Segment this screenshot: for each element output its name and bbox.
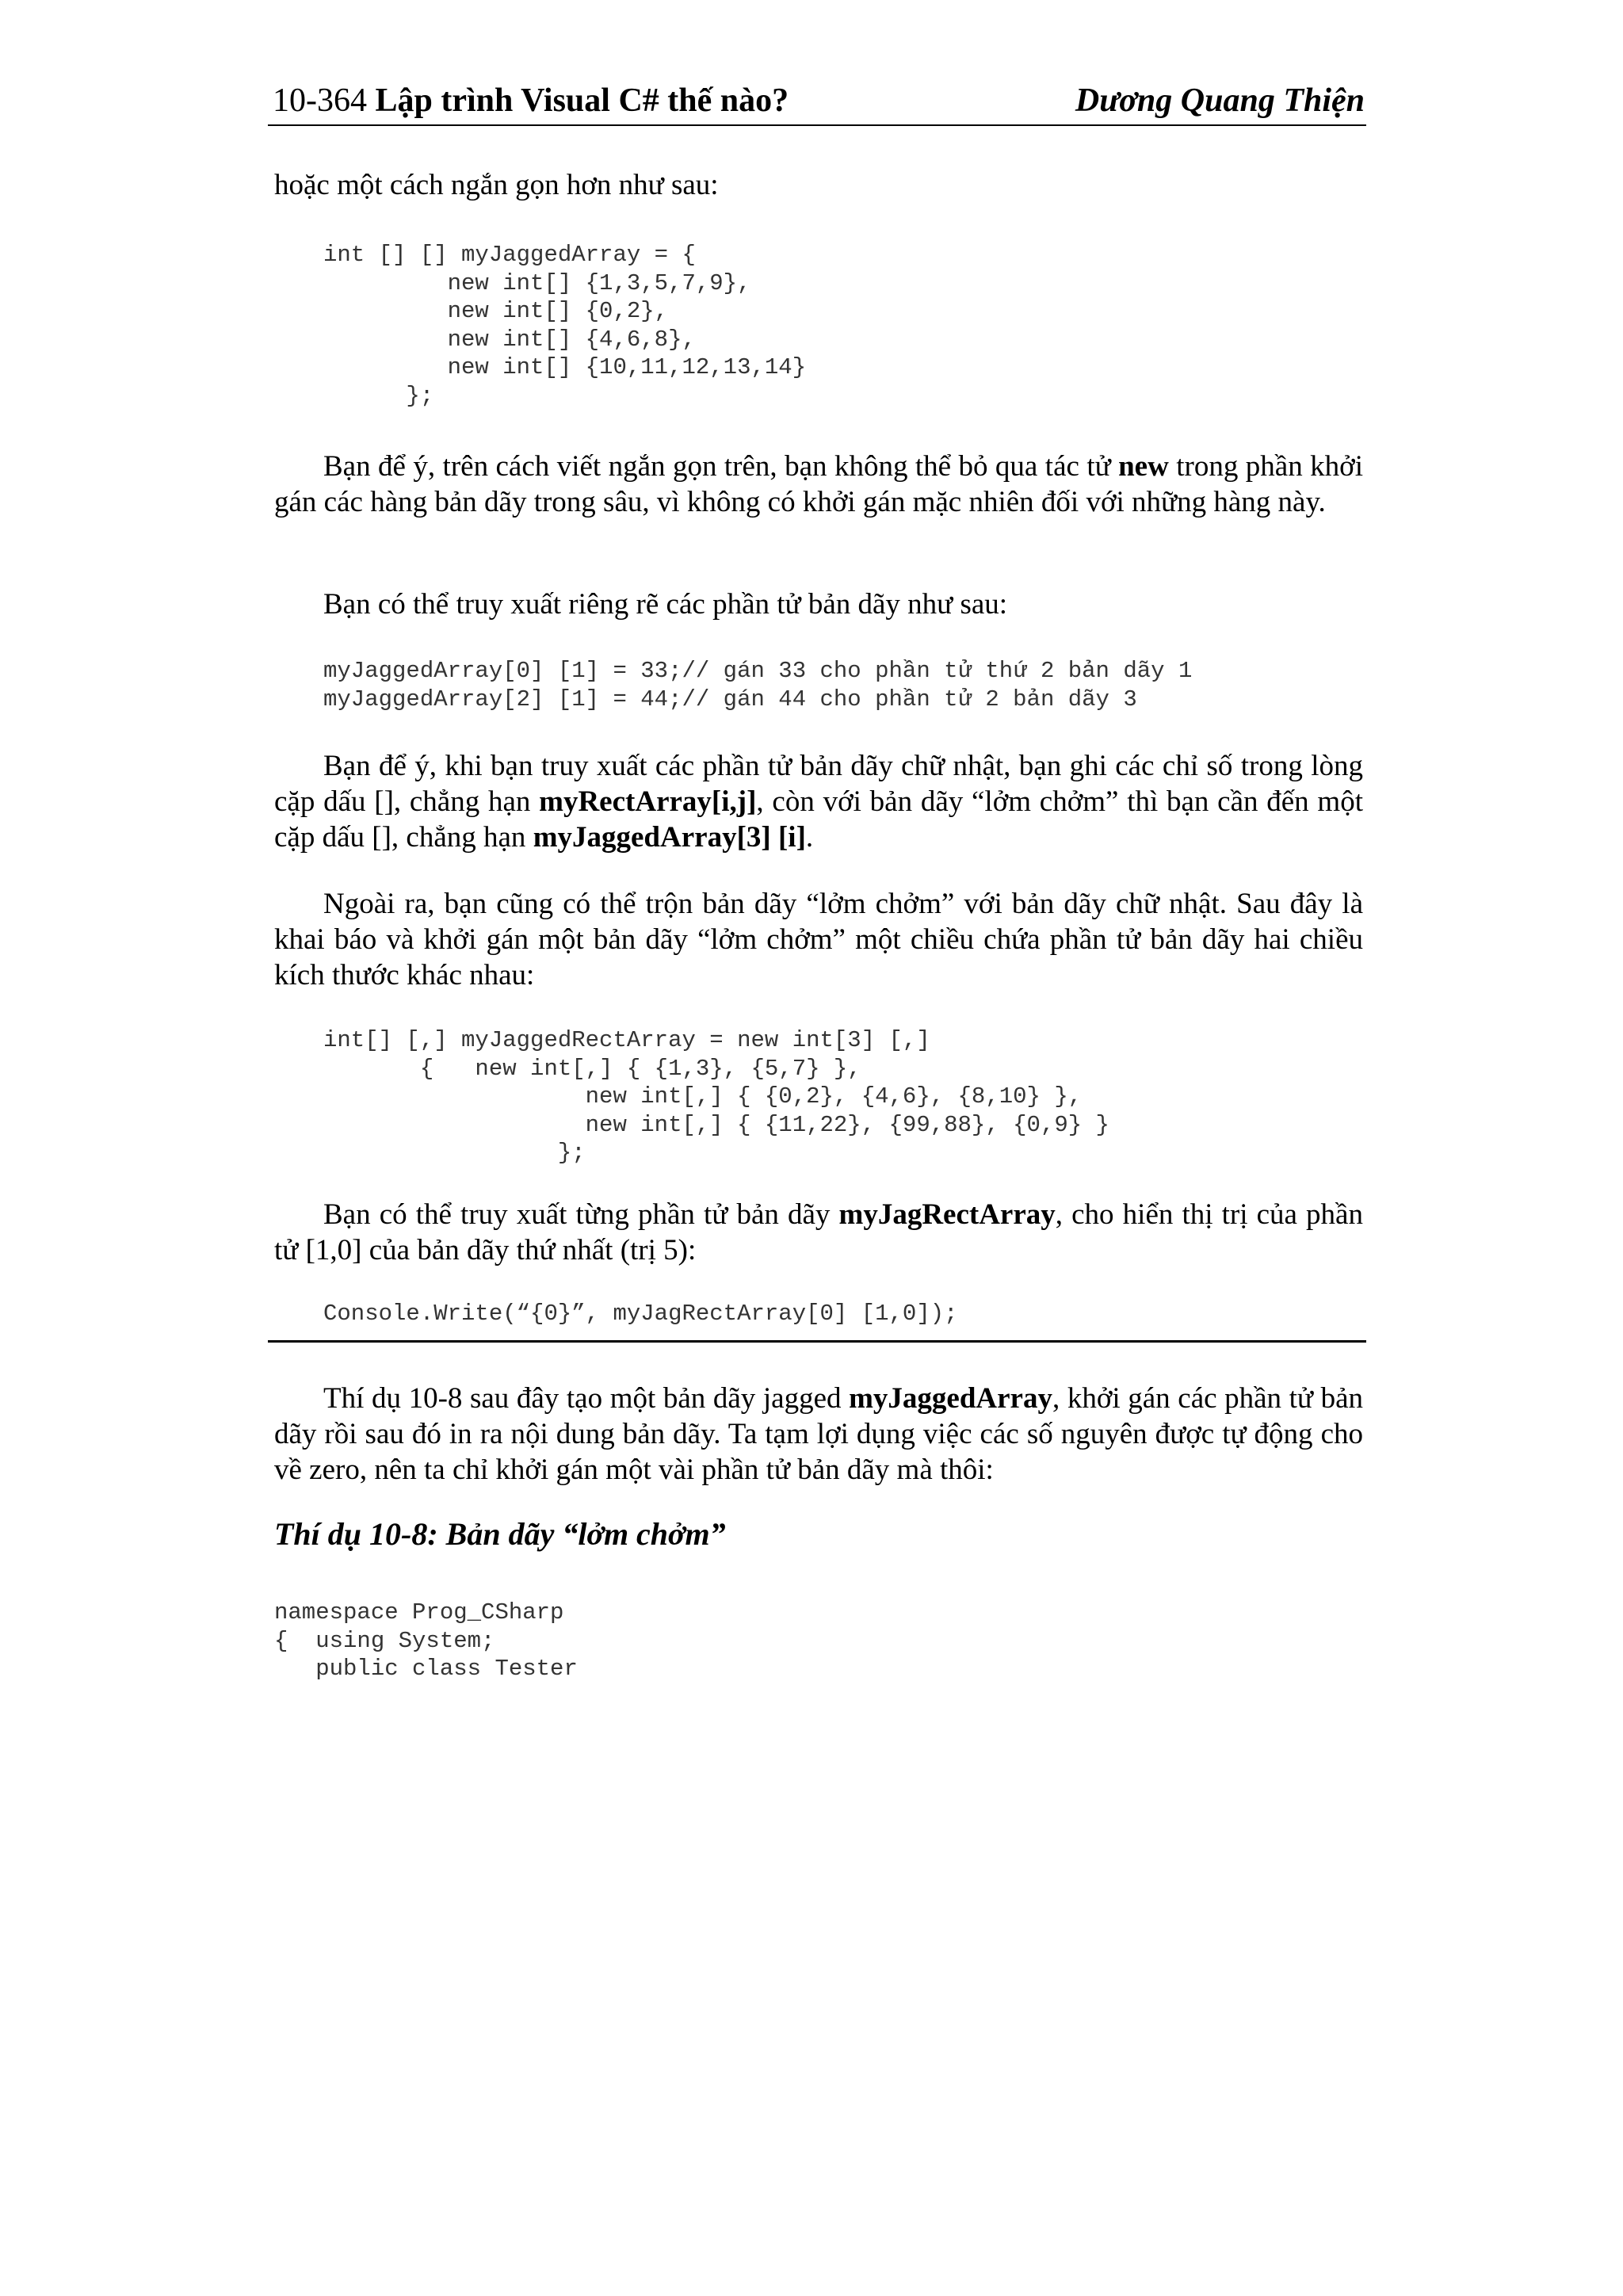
page-number: 10-364 [273,82,367,119]
paragraph-example-intro [274,1381,1363,1488]
text-span: Bạn có thể truy xuất từng phần tử bản dãy [323,1198,839,1231]
code-block-jagged-rect: int[] [,] myJaggedRectArray = new int[3] [,] { new int[,] { {1,3}, {5,7} }, new int[,] { {0,2}, {4,6}, {8,10} }, new int[,] { {11,22}, {99,88}, {0,9} } }; [323,1027,1109,1166]
text-span: , cho hiển thị trị của phần tử [1,0] của bản dãy thứ nhất (trị 5): [274,1198,1363,1266]
section-rule [268,1340,1366,1343]
code-block-namespace: namespace Prog_CSharp { using System; public class Tester [274,1599,578,1682]
page-header [273,76,1365,125]
paragraph-intro: hoặc một cách ngắn gọn hơn như sau: [274,169,719,201]
paragraph-mixed-arrays: Ngoài ra, bạn cũng có thể trộn bản dãy “lởm chởm” với bản dãy chữ nhật. Sau đây là khai báo và khởi gán một bản dãy “lởm chởm” một chiều chứa phần tử bản dãy hai chiều kích thước khác nhau: [274,888,1363,991]
book-title: Lập trình Visual C# thế nào? [375,82,789,119]
keyword-new: new [1118,450,1169,483]
code-block-console-write: Console.Write(“{0}”, myJagRectArray[0] [1,0]); [323,1301,958,1327]
code-block-element-access: myJaggedArray[0] [1] = 33;// gán 33 cho phần tử thứ 2 bản dãy 1 myJaggedArray[2] [1] = 44;// gán 44 cho phần tử 2 bản dãy 3 [323,658,1193,712]
text-span: , khởi gán các phần tử bản dãy rồi sau đó in ra nội dung bản dãy. Ta tạm lợi dụng việc các số nguyên được tự động cho về zero, nên ta chỉ khởi gán một vài phần tử bản dãy mà thôi: [274,1382,1363,1486]
text-span: . [805,821,814,854]
code-ref-rect-array: myRectArray[i,j] [539,785,757,818]
header-rule [268,124,1366,126]
code-block-jagged-init: int [] [] myJaggedArray = { new int[] {1,3,5,7,9}, new int[] {0,2}, new int[] {4,6,8}, new int[] {10,11,12,13,14} }; [323,242,807,409]
text-span: Bạn để ý, trên cách viết ngắn gọn trên, bạn không thể bỏ qua tác tử [323,450,1119,483]
text-span: , còn với bản dãy “lởm chởm” thì bạn cần đến một cặp dấu [], chẳng hạn [274,785,1363,854]
paragraph-indexing [274,748,1363,855]
code-ref-jagged-array: myJaggedArray[3] [i] [533,821,806,854]
code-ref-jagrect-array: myJagRectArray [838,1198,1056,1231]
code-ref-jagged-array-name: myJaggedArray [849,1382,1052,1415]
header-left [273,76,789,125]
paragraph-new-operator [274,449,1363,520]
author-name: Dương Quang Thiện [1075,82,1365,119]
text-span: trong phần khởi gán các hàng bản dãy trong sâu, vì không có khởi gán mặc nhiên đối với những hàng này. [274,450,1363,518]
paragraph-access: Bạn có thể truy xuất riêng rẽ các phần tử bản dãy như sau: [323,588,1008,621]
text-span: Bạn để ý, khi bạn truy xuất các phần tử bản dãy chữ nhật, bạn ghi các chỉ số trong lòng cặp dấu [], chẳng hạn [274,750,1363,818]
text-span: Thí dụ 10-8 sau đây tạo một bản dãy jagged [323,1382,850,1415]
paragraph-jagrect-access [274,1197,1363,1268]
example-heading: Thí dụ 10-8: Bản dãy “lởm chởm” [274,1516,726,1552]
